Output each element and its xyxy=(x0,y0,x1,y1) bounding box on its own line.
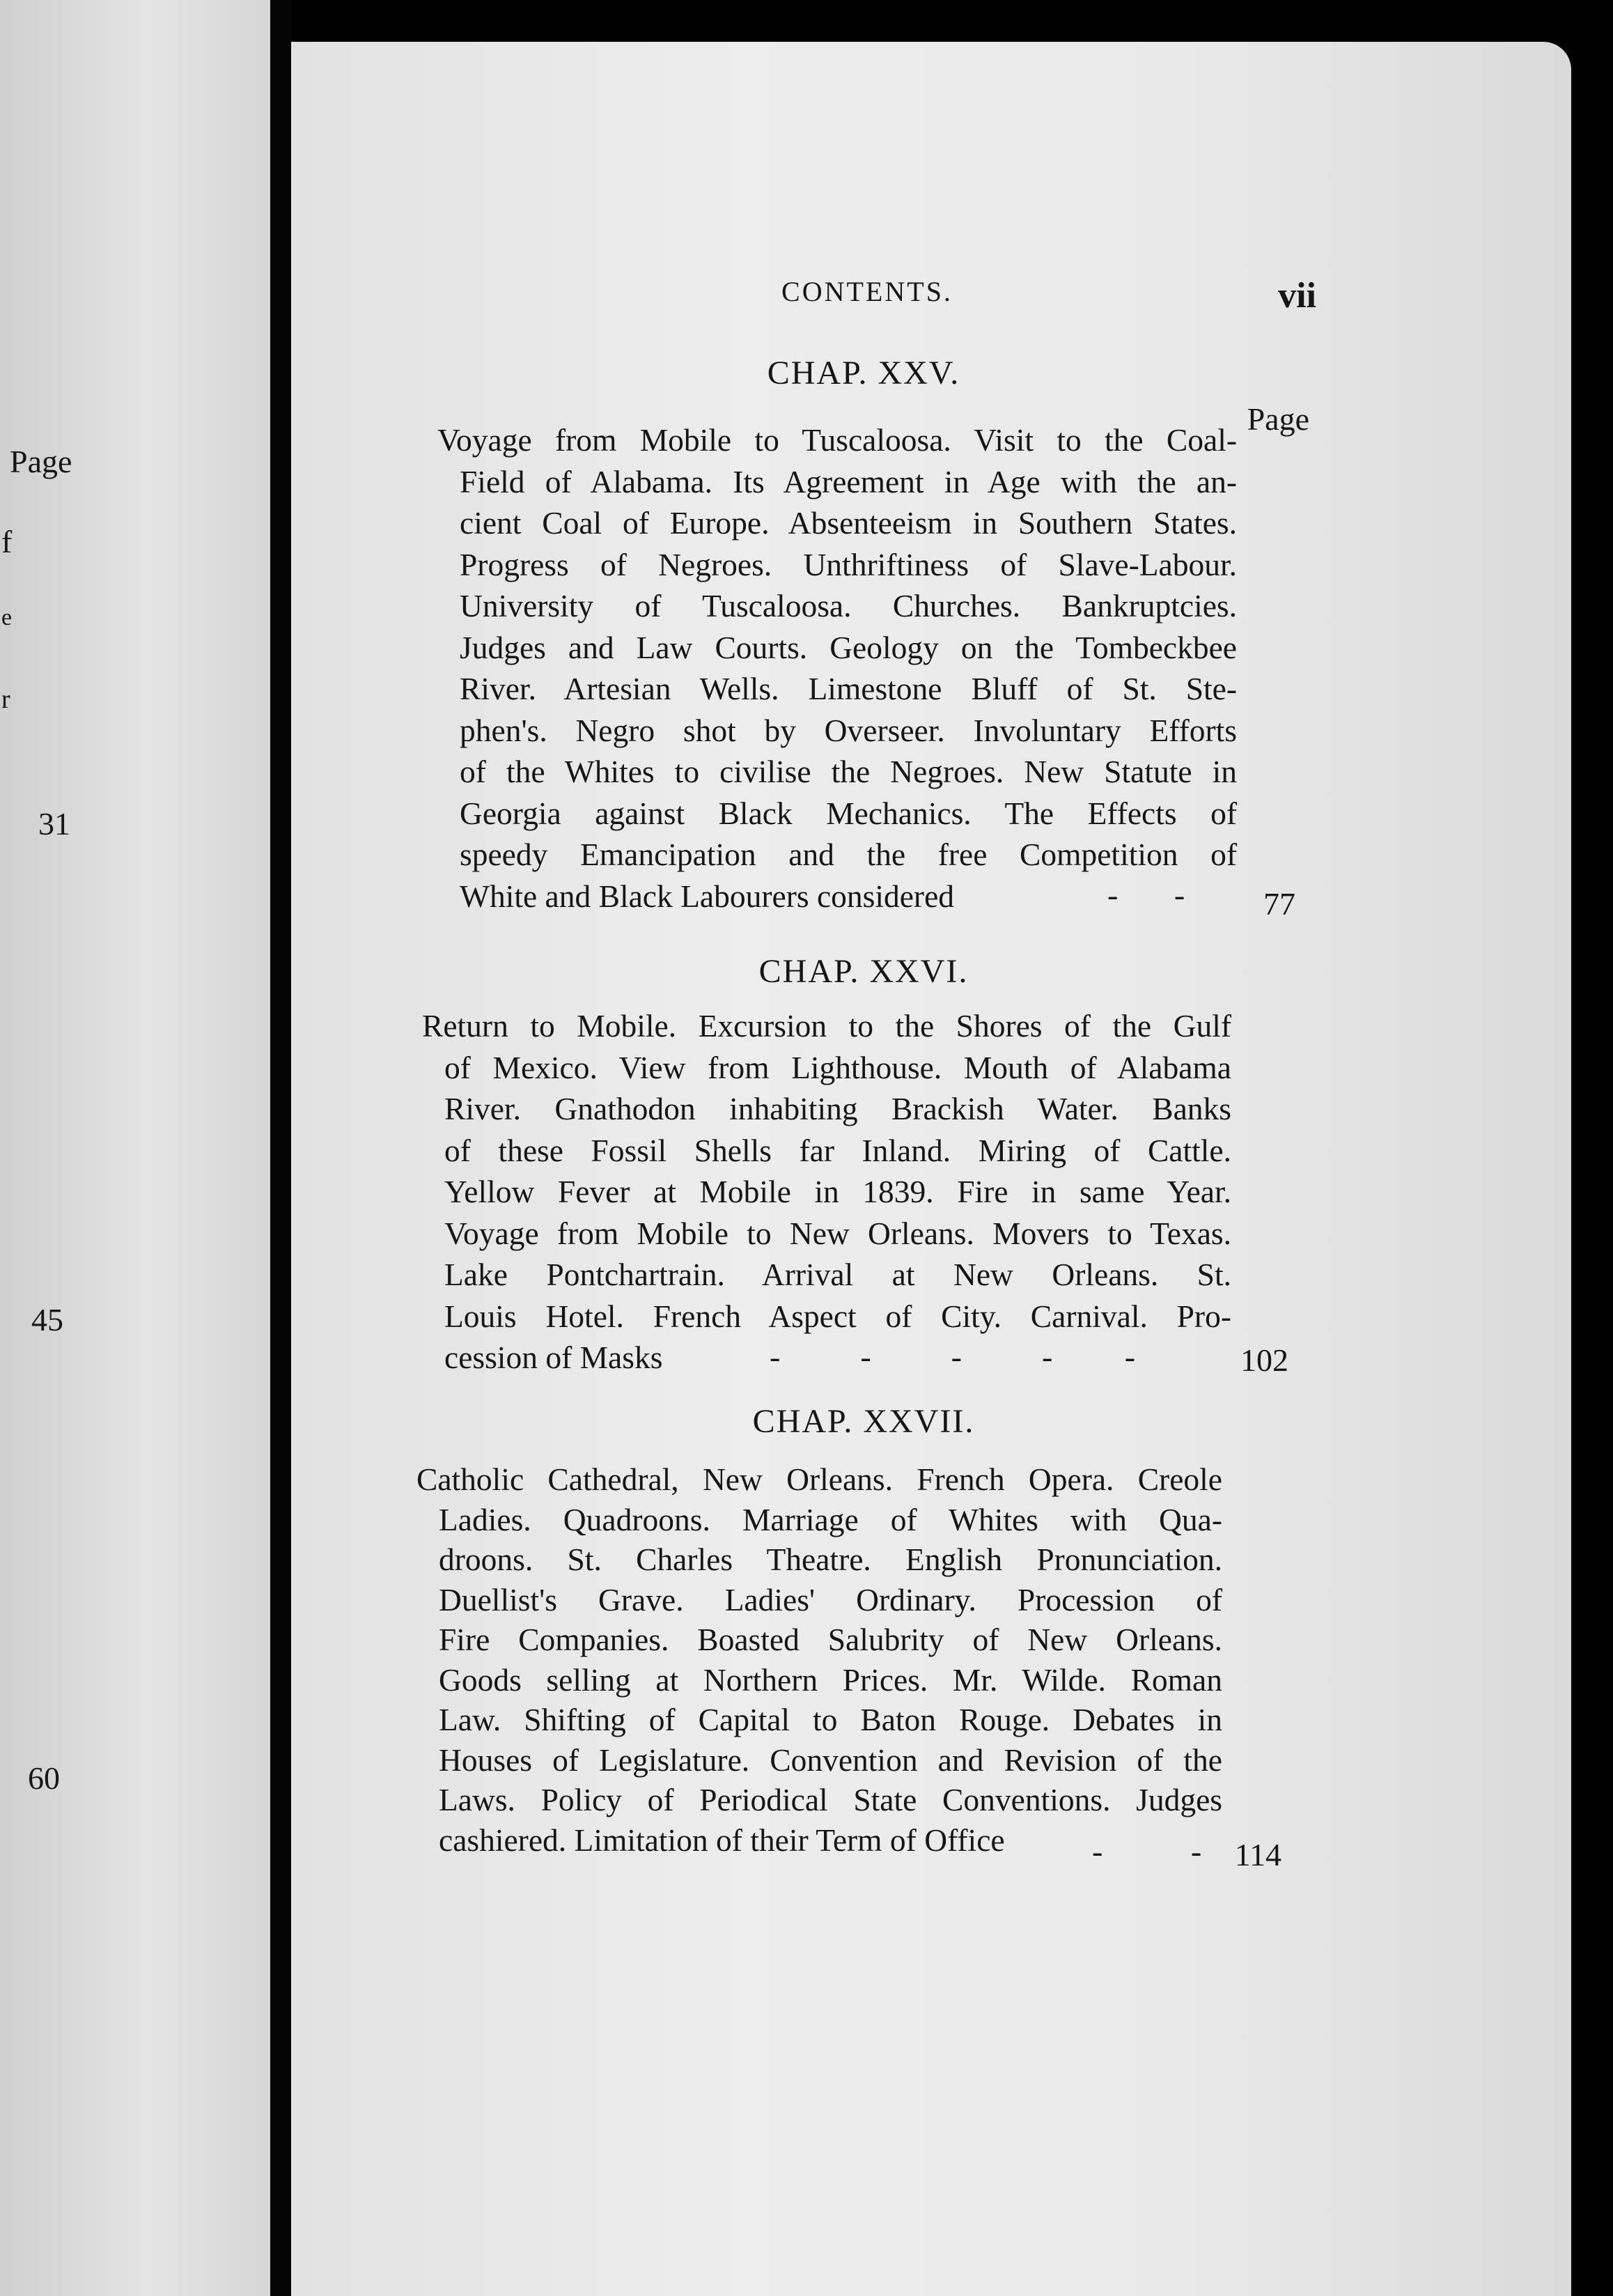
left-fragment-f: f xyxy=(1,524,13,559)
chapter-summary-xxv xyxy=(437,419,1237,917)
summary-line: of Mexico. View from Lighthouse. Mouth of Alabama xyxy=(444,1049,1231,1085)
left-page-number-60: 60 xyxy=(28,1760,60,1796)
summary-line: Law. Shifting of Capital to Baton Rouge. Debates in xyxy=(439,1702,1222,1737)
left-fragment-r: r xyxy=(1,685,10,714)
summary-line: Yellow Fever at Mobile in 1839. Fire in same Year. xyxy=(444,1174,1231,1209)
summary-line: Voyage from Mobile to Tuscaloosa. Visit to the Coal- xyxy=(437,422,1237,458)
page-column-label: Page xyxy=(1247,401,1309,437)
summary-line: White and Black Labourers considered xyxy=(460,878,955,914)
summary-line: cashiered. Limitation of their Term of Office xyxy=(439,1822,1005,1858)
summary-line: Fire Companies. Boasted Salubrity of New Orleans. xyxy=(439,1622,1222,1657)
chapter-heading-xxv: CHAP. XXV. xyxy=(767,355,960,391)
summary-line: University of Tuscaloosa. Churches. Bankruptcies. xyxy=(460,588,1237,623)
summary-line: Goods selling at Northern Prices. Mr. Wilde. Roman xyxy=(439,1661,1222,1698)
summary-line: Voyage from Mobile to New Orleans. Movers to Texas. xyxy=(444,1215,1231,1251)
summary-line: River. Artesian Wells. Limestone Bluff of St. Ste- xyxy=(460,671,1237,706)
chapter-heading-xxvii: CHAP. XXVII. xyxy=(752,1403,975,1440)
chapter-summary-xxvi xyxy=(422,1005,1231,1379)
summary-line: cient Coal of Europe. Absenteeism in Southern States. xyxy=(460,505,1237,541)
left-fragment-e: e xyxy=(1,605,13,630)
dot-leader: - - - - - xyxy=(770,1339,1136,1374)
summary-line: River. Gnathodon inhabiting Brackish Water. Banks xyxy=(444,1091,1231,1126)
summary-line: of the Whites to civilise the Negroes. New Statute in xyxy=(460,754,1237,789)
left-page-label: Page xyxy=(10,444,72,479)
chapter-page-number-xxv: 77 xyxy=(1263,886,1295,922)
summary-line: Georgia against Black Mechanics. The Effects of xyxy=(460,795,1237,831)
page-title: CONTENTS. xyxy=(781,276,953,307)
left-page-number-31: 31 xyxy=(38,806,70,841)
book-gutter xyxy=(270,0,291,2296)
summary-line: cession of Masks xyxy=(444,1340,663,1375)
left-page xyxy=(0,0,270,2296)
chapter-page-number-xxvii: 114 xyxy=(1234,1837,1281,1872)
summary-line: Laws. Policy of Periodical State Conventions. Judges xyxy=(439,1782,1222,1817)
summary-line: Houses of Legislature. Convention and Revision of the xyxy=(439,1742,1222,1778)
chapter-page-number-xxvi: 102 xyxy=(1240,1342,1288,1378)
summary-line: Lake Pontchartrain. Arrival at New Orleans. St. xyxy=(444,1257,1231,1292)
dot-leader: - - xyxy=(1107,877,1185,913)
summary-line: Catholic Cathedral, New Orleans. French Opera. Creole xyxy=(416,1461,1222,1497)
left-page-number-45: 45 xyxy=(31,1302,63,1337)
summary-line: Louis Hotel. French Aspect of City. Carnival. Pro- xyxy=(444,1298,1231,1334)
summary-line: Judges and Law Courts. Geology on the Tombeckbee xyxy=(460,629,1237,665)
summary-line: droons. St. Charles Theatre. English Pronunciation. xyxy=(439,1542,1222,1577)
summary-line: of these Fossil Shells far Inland. Miring of Cattle. xyxy=(444,1132,1231,1168)
page-number: vii xyxy=(1278,276,1316,316)
summary-line: phen's. Negro shot by Overseer. Involuntary Efforts xyxy=(460,712,1237,748)
summary-line: Duellist's Grave. Ladies' Ordinary. Procession of xyxy=(439,1581,1222,1618)
dot-leader: - - xyxy=(1092,1833,1202,1869)
chapter-summary-xxvii xyxy=(416,1459,1222,1860)
summary-line: Return to Mobile. Excursion to the Shores of the Gulf xyxy=(422,1008,1231,1044)
summary-line: Field of Alabama. Its Agreement in Age with the an- xyxy=(460,463,1237,499)
chapter-heading-xxvi: CHAP. XXVI. xyxy=(758,953,969,990)
summary-line: Ladies. Quadroons. Marriage of Whites with Qua- xyxy=(439,1501,1222,1537)
summary-line: speedy Emancipation and the free Competition of xyxy=(460,837,1237,872)
summary-line: Progress of Negroes. Unthriftiness of Slave-Labour. xyxy=(460,546,1237,582)
